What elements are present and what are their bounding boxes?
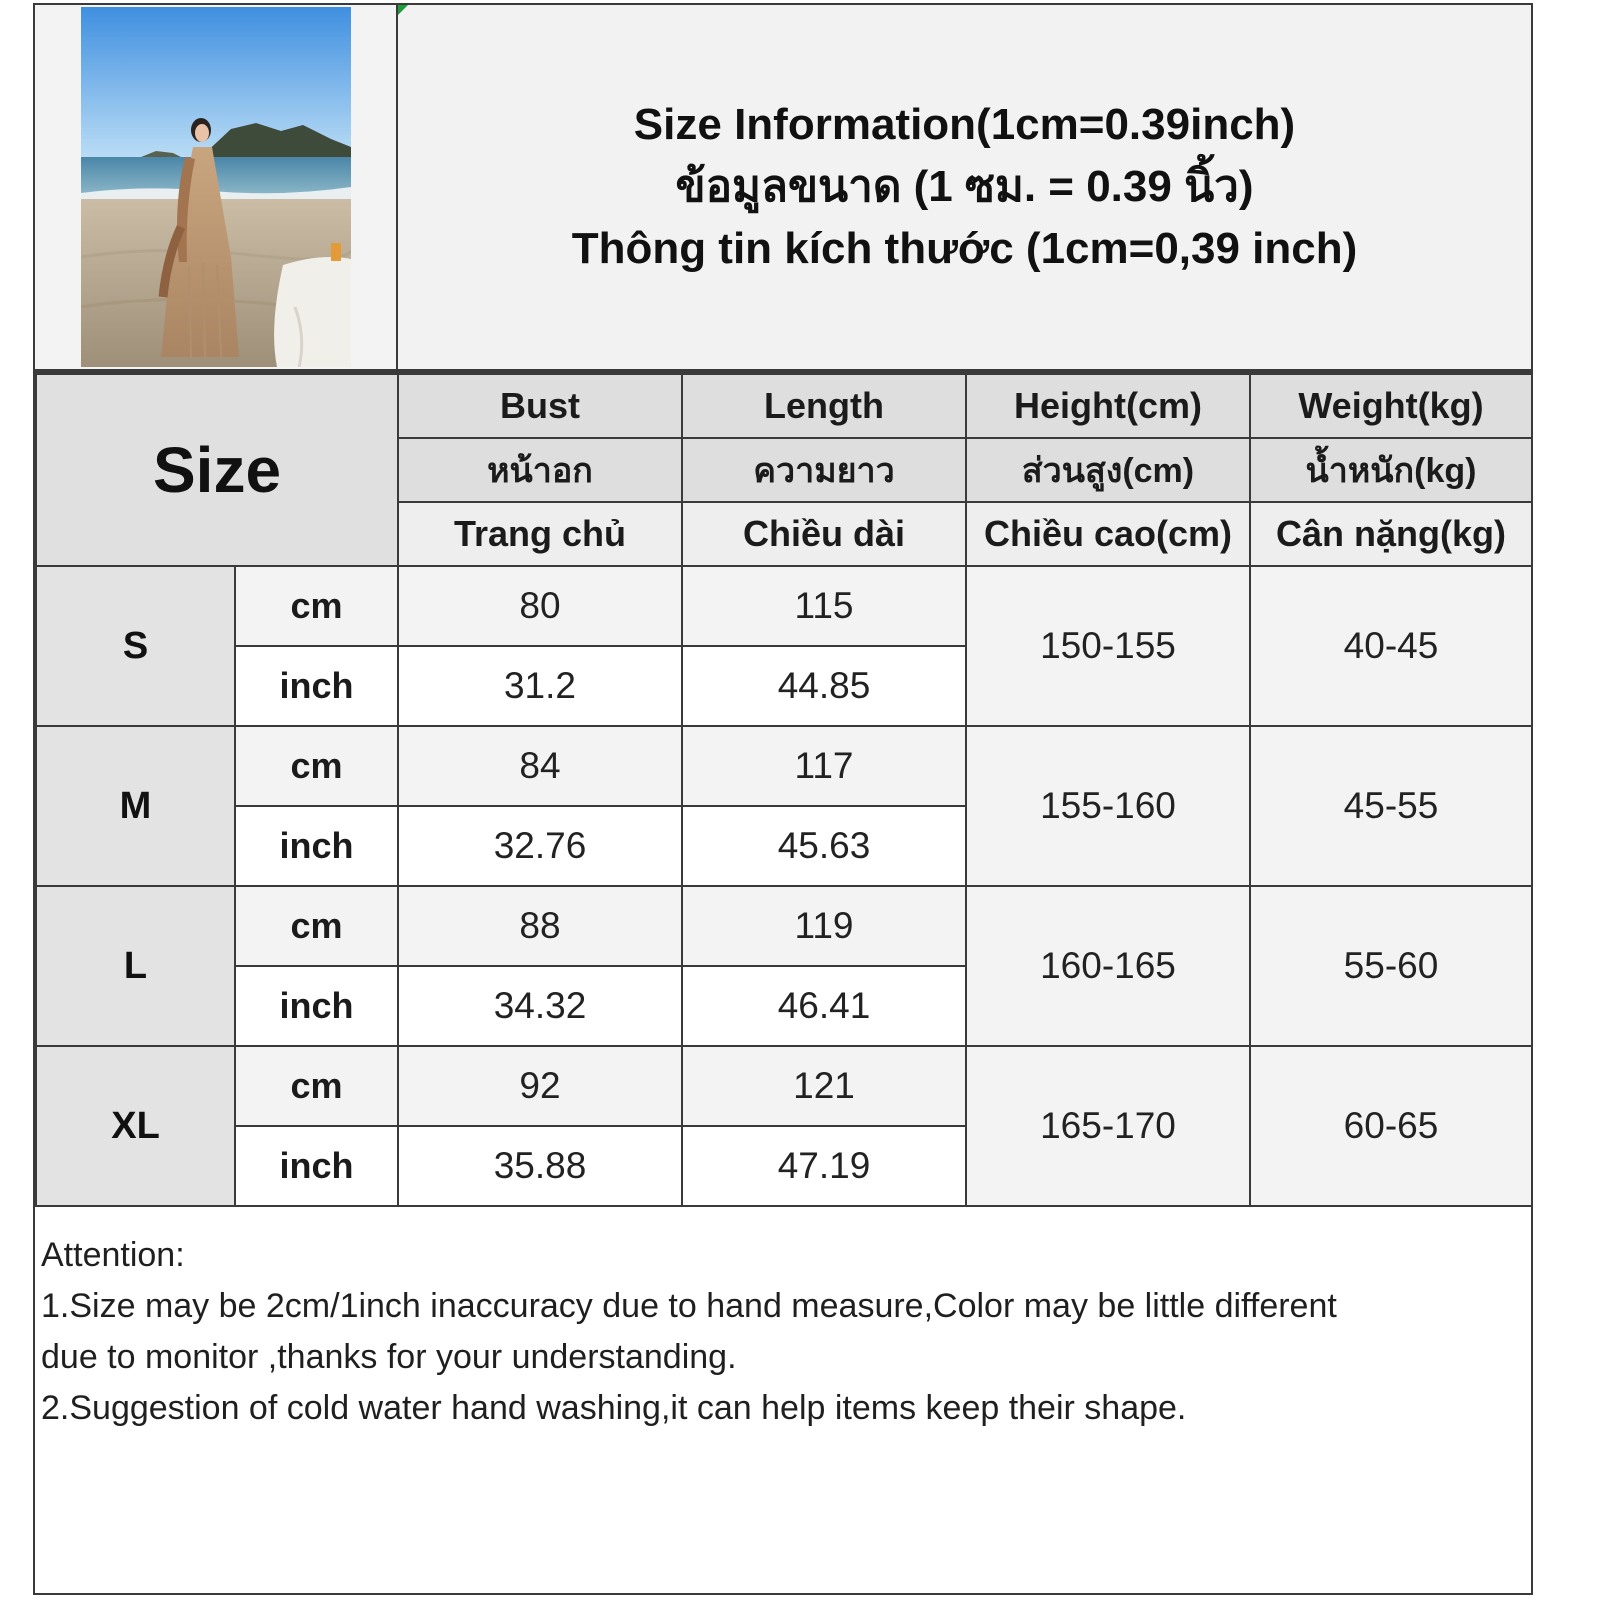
length-inch-value: 44.85 (682, 646, 966, 726)
title-thai: ข้อมูลขนาด (1 ซม. = 0.39 นิ้ว) (675, 162, 1254, 211)
col-header-weight-en: Weight(kg) (1250, 374, 1532, 438)
length-cm-value: 117 (682, 726, 966, 806)
bust-inch-value: 32.76 (398, 806, 682, 886)
size-label-l: L (36, 886, 235, 1046)
title-english: Size Information(1cm=0.39inch) (633, 100, 1296, 149)
title-vietnamese: Thông tin kích thước (1cm=0,39 inch) (571, 224, 1358, 273)
height-range: 165-170 (966, 1046, 1250, 1206)
note-line: due to monitor ,thanks for your understanding. (41, 1338, 737, 1376)
unit-inch: inch (235, 806, 398, 886)
col-header-bust-en: Bust (398, 374, 682, 438)
size-header-cell: Size (36, 374, 398, 566)
product-photo-cell (35, 5, 398, 369)
length-cm-value: 115 (682, 566, 966, 646)
size-chart-sheet (33, 3, 1533, 1595)
col-header-height-en: Height(cm) (966, 374, 1250, 438)
weight-range: 40-45 (1250, 566, 1532, 726)
bust-inch-value: 31.2 (398, 646, 682, 726)
table-header-row (36, 374, 1532, 438)
weight-range: 55-60 (1250, 886, 1532, 1046)
header-title-block (398, 5, 1531, 369)
size-table (35, 373, 1533, 1207)
unit-cm: cm (235, 726, 398, 806)
size-label-m: M (36, 726, 235, 886)
col-header-weight-th: น้ำหนัก(kg) (1250, 438, 1532, 502)
cell-corner-marker (398, 5, 408, 15)
bust-cm-value: 92 (398, 1046, 682, 1126)
col-header-height-vi: Chiều cao(cm) (966, 502, 1250, 566)
unit-inch: inch (235, 966, 398, 1046)
bust-cm-value: 84 (398, 726, 682, 806)
col-header-height-th: ส่วนสูง(cm) (966, 438, 1250, 502)
length-cm-value: 119 (682, 886, 966, 966)
col-header-bust-th: หน้าอก (398, 438, 682, 502)
height-range: 150-155 (966, 566, 1250, 726)
notes-heading: Attention: (41, 1236, 185, 1274)
length-cm-value: 121 (682, 1046, 966, 1126)
bust-inch-value: 34.32 (398, 966, 682, 1046)
unit-inch: inch (235, 1126, 398, 1206)
table-row (36, 566, 1532, 646)
unit-cm: cm (235, 566, 398, 646)
col-header-length-vi: Chiều dài (682, 502, 966, 566)
attention-notes (41, 1230, 1527, 1434)
bust-cm-value: 80 (398, 566, 682, 646)
weight-range: 60-65 (1250, 1046, 1532, 1206)
bust-cm-value: 88 (398, 886, 682, 966)
col-header-bust-vi: Trang chủ (398, 502, 682, 566)
unit-inch: inch (235, 646, 398, 726)
size-label-s: S (36, 566, 235, 726)
bust-inch-value: 35.88 (398, 1126, 682, 1206)
table-row (36, 726, 1532, 806)
note-line: 2.Suggestion of cold water hand washing,it can help items keep their shape. (41, 1389, 1187, 1427)
length-inch-value: 45.63 (682, 806, 966, 886)
product-photo (81, 7, 351, 367)
col-header-weight-vi: Cân nặng(kg) (1250, 502, 1532, 566)
note-line: 1.Size may be 2cm/1inch inaccuracy due to hand measure,Color may be little different (41, 1287, 1337, 1325)
table-row (36, 1046, 1532, 1126)
unit-cm: cm (235, 1046, 398, 1126)
weight-range: 45-55 (1250, 726, 1532, 886)
col-header-length-en: Length (682, 374, 966, 438)
size-label-xl: XL (36, 1046, 235, 1206)
col-header-length-th: ความยาว (682, 438, 966, 502)
height-range: 160-165 (966, 886, 1250, 1046)
length-inch-value: 46.41 (682, 966, 966, 1046)
length-inch-value: 47.19 (682, 1126, 966, 1206)
unit-cm: cm (235, 886, 398, 966)
table-row (36, 886, 1532, 966)
height-range: 155-160 (966, 726, 1250, 886)
